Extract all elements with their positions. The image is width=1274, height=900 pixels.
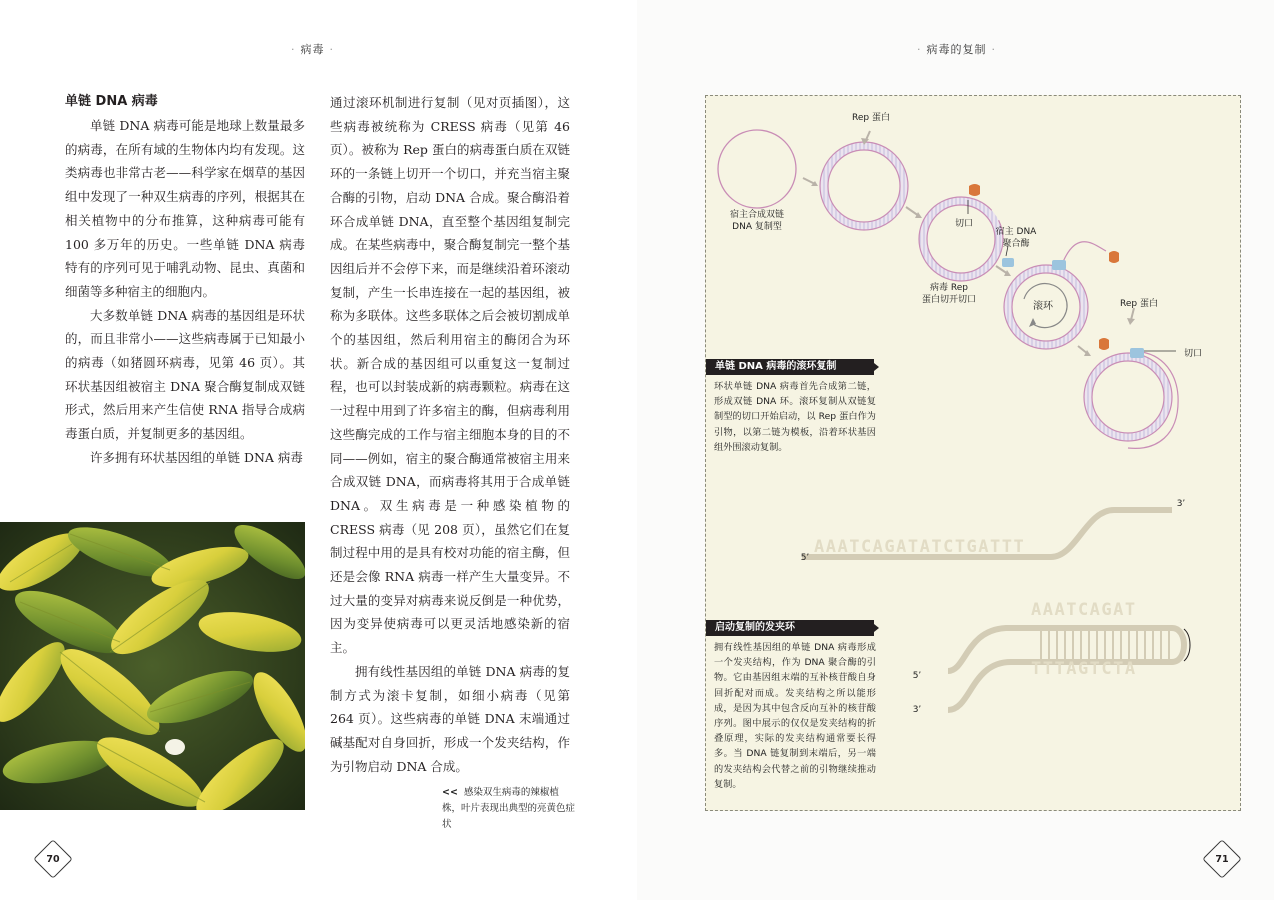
sequence-linear: AAATCAGATATCTGATTT [814,537,1026,557]
label-3prime-a: 3’ [1176,499,1186,509]
sequence-hairpin-bottom: TTTAGTCTA [1031,659,1137,679]
running-head-text: 病毒 [300,43,325,56]
hairpin-box-text: 拥有线性基因组的单链 DNA 病毒形成一个发夹结构，作为 DNA 聚合酶的引物。它由基因组末端的互补核苷酸自身回折配对而成。发夹结构之所以能形成，是因为其中包含反向互补的核苷酸序列。图中展示的仅仅是发夹结构的折叠原理，实际的发夹结构通常要长得多。当 DNA 链复制到末端后，另一端的发夹结构会代替之前的引物继续推动复制。 [714,642,876,790]
caption-arrow-icon: << [442,787,458,798]
plant-photo-image [0,522,305,810]
page-number-right [1202,839,1242,879]
text-column-2 [330,91,570,778]
page-number-text: 71 [1215,853,1229,865]
label-5prime-b: 5’ [912,671,922,681]
label-rep-protein-bottom: Rep 蛋白 [1120,299,1158,309]
figure-panel [705,95,1241,811]
running-head-text: 病毒的复制 [926,43,987,56]
rep-protein-icon [969,184,980,196]
section-title: 单链 DNA 病毒 [65,94,158,109]
label-nick-2: 切口 [1183,349,1202,359]
label-viral-rep: 病毒 Rep 蛋白切开切口 [921,283,976,305]
paragraph: 拥有线性基因组的单链 DNA 病毒的复制方式为滚卡复制，如细小病毒（见第 264 页）。这些病毒的单链 DNA 末端通过碱基配对自身回折，形成一个发夹结构，作为引物启动 DNA 合成。 [330,663,570,774]
paragraph: 单链 DNA 病毒可能是地球上数量最多的病毒，在所有域的生物体内均有发现。这类病毒也非常古老——科学家在烟草的基因组中发现了一种双生病毒的序列，根据其在相关植物中的分布推算，这种病毒可能有 100 多万年的历史。一些单链 DNA 病毒特有的序列可见于哺乳动物、昆虫、真菌和细菌等多种宿主的细胞内。 [65,118,305,299]
plant-photo [0,522,305,810]
rolling-circle-box-title: 单链 DNA 病毒的滚环复制 [706,359,874,375]
caption-text: 感染双生病毒的辣椒植株，叶片表现出典型的亮黄色症状 [442,787,576,830]
running-head-right: · 病毒的复制 · [917,43,996,56]
label-rep-protein-top: Rep 蛋白 [852,113,890,123]
label-rolling: 滚环 [1033,301,1053,312]
sequence-hairpin-top: AAATCAGAT [1031,600,1137,620]
right-page [637,0,1274,900]
running-head-left: · 病毒 · [291,43,334,56]
label-host-dsdna: 宿主合成双链 DNA 复制型 [729,210,784,232]
hairpin-box-title: 启动复制的发夹环 [706,620,874,636]
photo-caption [442,785,577,833]
label-5prime-a: 5’ [800,553,810,563]
paragraph: 许多拥有环状基因组的单链 DNA 病毒 [90,449,303,465]
page-number-text: 70 [46,853,60,865]
ssdna-circle [718,130,796,208]
polymerase-icon [1052,260,1066,270]
rolling-circle-box-text: 环状单链 DNA 病毒首先合成第二链，形成双链 DNA 环。滚环复制从双链复制型的切口开始启动，以 Rep 蛋白作为引物，以第二链为模板，沿着环状基因组外围滚动复制。 [714,381,876,453]
dsdna-circle [824,146,904,226]
text-column-1 [65,91,305,470]
label-host-polymerase: 宿主 DNA 聚合酶 [995,227,1037,249]
paragraph: 大多数单链 DNA 病毒的基因组是环状的，而且非常小——这些病毒属于已知最小的病毒（如猪圆环病毒，见第 46 页）。其环状基因组被宿主 DNA 聚合酶复制成双链形式，然后用来产生信使 RNA 指导合成病毒蛋白质，并复制更多的基因组。 [65,307,305,442]
label-nick-1: 切口 [954,219,973,229]
label-3prime-b: 3’ [912,705,922,715]
page-number-left [33,839,73,879]
paragraph: 通过滚环机制进行复制（见对页插图），这些病毒被统称为 CRESS 病毒（见第 46 页）。被称为 Rep 蛋白的病毒蛋白质在双链环的一条链上切开一个切口，并充当宿主聚合酶的引物，启动 DNA 合成。聚合酶沿着环合成单链 DNA，直至整个基因组复制完成。在某些病毒中，聚合酶复制完一整个基因组后并不会停下来，而是继续沿着环滚动复制，产生一长串连接在一起的基因组，被称为多联体。这些多联体之后会被切割成单个的基因组，然后利用宿主的酶闭合为环状。新合成的基因组可以重复这一复制过程，也可以封装成新的病毒颗粒。病毒在这一过程中用到了许多宿主的酶，但病毒利用这些酶完成的工作与宿主细胞本身的目的不同——例如，宿主的聚合酶通常被宿主用来合成双链 DNA，而病毒将其用于合成单链 DNA。双生病毒是一种感染植物的 CRESS 病毒（见 208 页），虽然它们在复制过程中用的是具有校对功能的宿主酶，但还是会像 RNA 病毒一样产生大量变异。不过大量的变异对病毒来说反倒是一种优势，因为变异使病毒可以更灵活地感染新的宿主。 [330,95,570,656]
